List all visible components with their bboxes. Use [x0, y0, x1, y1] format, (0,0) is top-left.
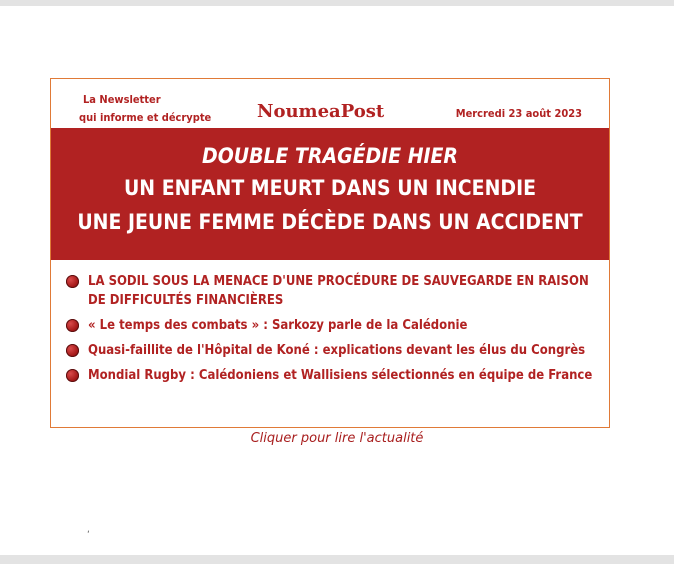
headline-kicker: DOUBLE TRAGÉDIE HIER	[202, 144, 458, 168]
brand-logo-text: NoumeaPost	[257, 101, 385, 122]
issue-date: Mercredi 23 août 2023	[455, 107, 582, 120]
bullet-dot-icon	[66, 319, 79, 332]
headline-line-2: UNE JEUNE FEMME DÉCÈDE DANS UN ACCIDENT	[77, 210, 583, 234]
tagline-line-1: La Newsletter	[83, 93, 161, 106]
news-item[interactable]	[65, 341, 605, 360]
bullet-dot-icon	[66, 369, 79, 382]
news-item[interactable]	[65, 316, 605, 335]
read-news-link[interactable]: Cliquer pour lire l'actualité	[250, 431, 424, 446]
tagline-line-2: qui informe et décrypte	[79, 111, 212, 124]
bullet-dot-icon	[66, 344, 79, 357]
top-gray-bar	[0, 0, 674, 6]
news-item[interactable]	[65, 272, 605, 310]
bullet-dot-icon	[66, 275, 79, 288]
footer-mark: ‘	[87, 530, 90, 540]
news-item[interactable]	[65, 366, 605, 385]
headline-banner[interactable]	[51, 128, 609, 260]
news-item-text: Quasi-faillite de l'Hôpital de Koné : explications devant les élus du Congrès	[88, 343, 586, 358]
newsletter-card[interactable]	[50, 78, 610, 428]
headline-line-1: UN ENFANT MEURT DANS UN INCENDIE	[123, 176, 537, 200]
newsletter-tagline	[79, 91, 211, 127]
news-item-text: « Le temps des combats » : Sarkozy parle de la Calédonie	[88, 318, 468, 333]
news-item-text: LA SODIL SOUS LA MENACE D'UNE PROCÉDURE DE SAUVEGARDE EN RAISON DE DIFFICULTÉS FINANCIÈRES	[88, 274, 589, 308]
news-item-text: Mondial Rugby : Calédoniens et Wallisiens sélectionnés en équipe de France	[88, 368, 593, 383]
bottom-gray-bar	[0, 555, 674, 564]
news-list	[65, 272, 605, 391]
